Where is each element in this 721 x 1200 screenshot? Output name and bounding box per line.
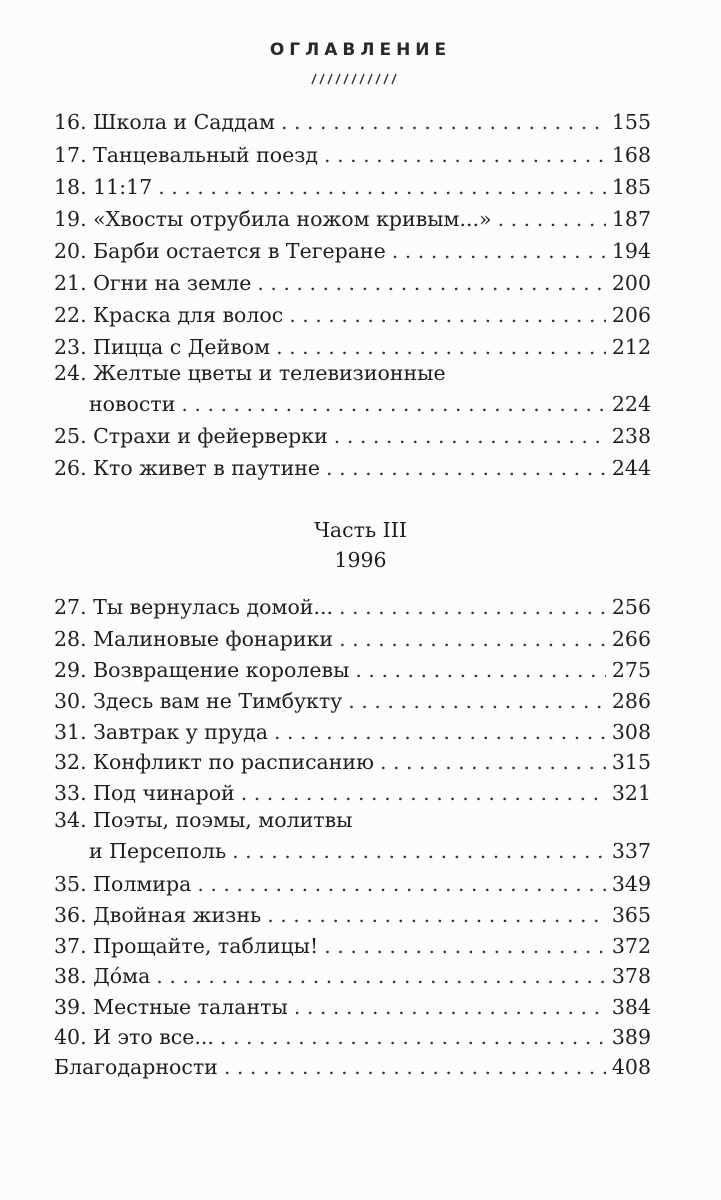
toc-entry-acknowledgements: [54, 1052, 651, 1082]
toc-entry-title: 24. Желтые цветы и телевизионные: [54, 361, 446, 385]
toc-entry-title: 40. И это все...: [54, 1025, 214, 1049]
toc-entry-page: 275: [611, 658, 651, 682]
toc-entry-title: 22. Краска для волос: [54, 303, 284, 327]
toc-entry-21: [54, 268, 651, 298]
toc-entry-35: [54, 869, 651, 899]
dot-leader: [334, 421, 606, 451]
dot-leader: [197, 869, 606, 899]
dot-leader: [156, 961, 606, 991]
toc-entry-page: 286: [611, 689, 651, 713]
toc-entry-page: 168: [611, 143, 651, 167]
toc-entry-page: 187: [611, 207, 651, 231]
toc-entry-page: 378: [611, 964, 651, 988]
toc-entry-title: Благодарности: [54, 1055, 218, 1079]
dot-leader: [355, 655, 605, 685]
toc-entry-page: 155: [611, 110, 651, 134]
toc-entry-page: 256: [611, 595, 651, 619]
toc-entry-title: 38. До́ма: [54, 964, 151, 988]
toc-entry-page: 206: [611, 303, 651, 327]
dot-leader: [324, 931, 606, 961]
dot-leader: [257, 268, 606, 298]
dot-leader: [232, 836, 606, 866]
toc-entry-title: 34. Поэты, поэмы, молитвы: [54, 808, 353, 832]
toc-entry-37: [54, 931, 651, 961]
toc-entry-39: [54, 992, 651, 1022]
toc-entry-page: 365: [611, 903, 651, 927]
toc-entry-38: [54, 961, 651, 991]
toc-entry-34: [89, 836, 651, 866]
toc-entry-24-first-line: [54, 358, 651, 388]
toc-entry-24: [89, 389, 651, 419]
dot-leader: [324, 140, 606, 170]
toc-entry-title: 26. Кто живет в паутине: [54, 456, 321, 480]
toc-entry-title: 33. Под чинарой: [54, 781, 235, 805]
toc-entry-34-first-line: [54, 805, 651, 835]
toc-entry-page: 238: [611, 424, 651, 448]
dot-leader: [339, 624, 606, 654]
toc-entry-29: [54, 655, 651, 685]
dot-leader: [294, 992, 606, 1022]
toc-entry-page: 408: [611, 1055, 651, 1079]
dot-leader: [281, 107, 606, 137]
toc-entry-31: [54, 717, 651, 747]
toc-entry-32: [54, 747, 651, 777]
toc-entry-40: [54, 1022, 651, 1052]
toc-entry-title: 18. 11:17: [54, 175, 153, 199]
part-year: 1996: [334, 548, 387, 572]
dot-leader: [326, 453, 606, 483]
toc-entry-page: 321: [611, 781, 651, 805]
toc-entry-title: 17. Танцевальный поезд: [54, 143, 319, 167]
toc-entry-title: 29. Возвращение королевы: [54, 658, 350, 682]
toc-entry-title: 25. Страхи и фейерверки: [54, 424, 328, 448]
toc-entry-page: 389: [611, 1025, 651, 1049]
dot-leader: [267, 900, 606, 930]
dot-leader: [392, 236, 606, 266]
toc-entry-title: 39. Местные таланты: [54, 995, 288, 1019]
dot-leader: [158, 172, 606, 202]
toc-entry-title: 28. Малиновые фонарики: [54, 627, 334, 651]
toc-entry-28: [54, 624, 651, 654]
toc-entry-title: 21. Огни на земле: [54, 271, 252, 295]
toc-entry-title: 30. Здесь вам не Тимбукту: [54, 689, 343, 713]
toc-entry-page: 266: [611, 627, 651, 651]
toc-entry-17: [54, 140, 651, 170]
toc-entry-page: 337: [611, 839, 651, 863]
dot-leader: [498, 204, 606, 234]
toc-entry-page: 315: [611, 750, 651, 774]
part-heading: Часть III: [314, 518, 407, 542]
toc-entry-title: 19. «Хвосты отрубила ножом кривым...»: [54, 207, 492, 231]
toc-entry-title: 23. Пицца с Дейвом: [54, 335, 271, 359]
toc-entry-25: [54, 421, 651, 451]
toc-entry-22: [54, 300, 651, 330]
dot-leader: [220, 1022, 606, 1052]
toc-entry-36: [54, 900, 651, 930]
toc-entry-title: 37. Прощайте, таблицы!: [54, 934, 319, 958]
title-ornament-icon: [310, 73, 400, 85]
dot-leader: [348, 686, 606, 716]
toc-entry-19: [54, 204, 651, 234]
toc-entry-page: 372: [611, 934, 651, 958]
toc-entry-26: [54, 453, 651, 483]
toc-entry-title: 16. Школа и Саддам: [54, 110, 275, 134]
dot-leader: [241, 778, 606, 808]
toc-entry-page: 224: [611, 392, 651, 416]
toc-entry-title: 31. Завтрак у пруда: [54, 720, 268, 744]
toc-entry-page: 194: [611, 239, 651, 263]
toc-entry-16: [54, 107, 651, 137]
toc-entry-title: 20. Барби остается в Тегеране: [54, 239, 386, 263]
dot-leader: [380, 747, 606, 777]
dot-leader: [181, 389, 605, 419]
toc-entry-27: [54, 592, 651, 622]
toc-entry-30: [54, 686, 651, 716]
toc-entry-continuation: и Персеполь: [89, 839, 227, 863]
toc-entry-page: 200: [611, 271, 651, 295]
toc-entry-page: 384: [611, 995, 651, 1019]
dot-leader: [224, 1052, 606, 1082]
toc-entry-20: [54, 236, 651, 266]
toc-entry-title: 27. Ты вернулась домой...: [54, 595, 334, 619]
toc-entry-title: 32. Конфликт по расписанию: [54, 750, 374, 774]
toc-entry-page: 212: [611, 335, 651, 359]
toc-entry-title: 36. Двойная жизнь: [54, 903, 262, 927]
dot-leader: [289, 300, 606, 330]
dot-leader: [274, 717, 606, 747]
toc-entry-continuation: новости: [89, 392, 176, 416]
toc-entry-33: [54, 778, 651, 808]
toc-entry-page: 185: [611, 175, 651, 199]
toc-entry-18: [54, 172, 651, 202]
toc-entry-title: 35. Полмира: [54, 872, 192, 896]
toc-entry-page: 308: [611, 720, 651, 744]
page-title: ОГЛАВЛЕНИЕ: [269, 40, 452, 60]
toc-entry-page: 349: [611, 872, 651, 896]
dot-leader: [339, 592, 606, 622]
toc-entry-page: 244: [611, 456, 651, 480]
